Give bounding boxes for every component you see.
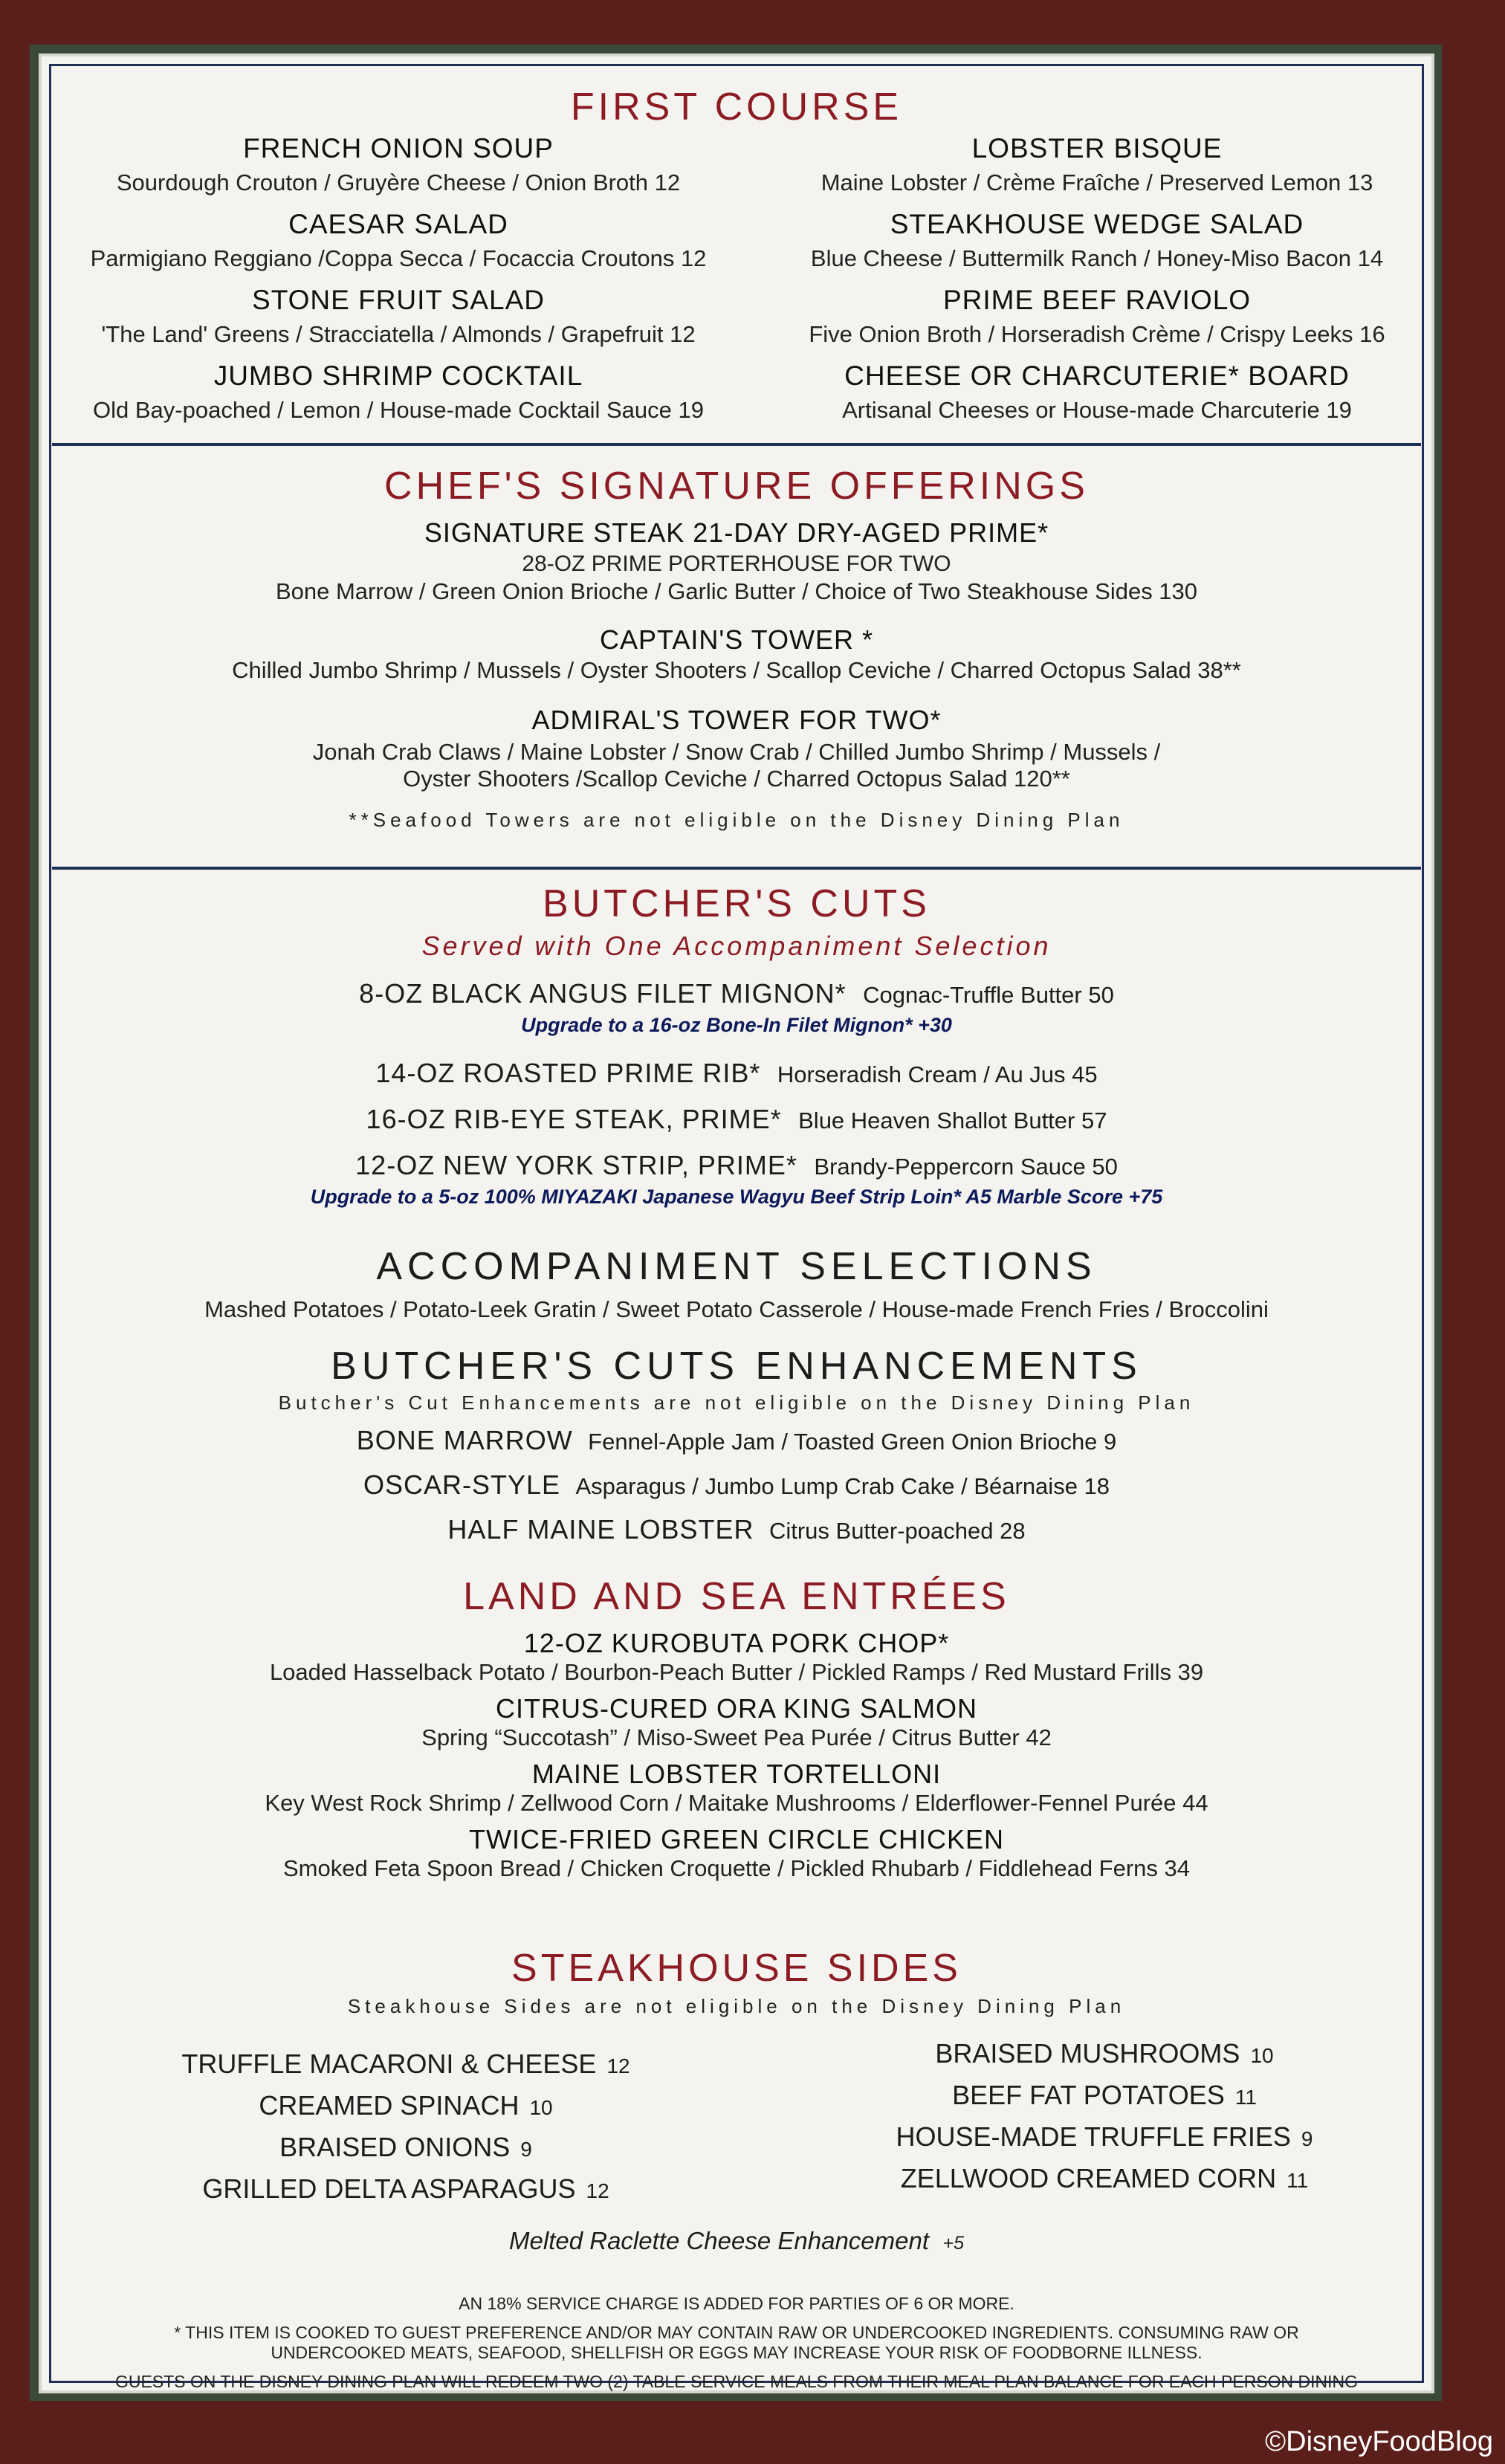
side-item: [785, 2121, 1424, 2163]
butchers-section: [42, 882, 1431, 1209]
sides-section: [42, 1946, 1431, 2018]
sides-left-column: [86, 2049, 725, 2215]
item-name: 12-OZ NEW YORK STRIP, PRIME*: [355, 1150, 797, 1180]
menu-item: [42, 1514, 1431, 1545]
signature-section: [42, 464, 1431, 832]
enhancement-price: +5: [942, 2233, 964, 2254]
menu-item: [42, 978, 1431, 1009]
sides-right-column: [785, 2038, 1424, 2205]
item-desc: Blue Cheese / Buttermilk Ranch / Honey-Miso Bacon 14: [810, 245, 1384, 271]
item-name: TWICE-FRIED GREEN CIRCLE CHICKEN: [468, 1824, 1005, 1855]
enhancement-line: [42, 2227, 1431, 2255]
item-desc: Artisanal Cheeses or House-made Charcuterie 19: [842, 397, 1352, 423]
enhancements-section: [42, 1344, 1431, 1545]
side-item: [785, 2038, 1424, 2080]
menu-item: [42, 1469, 1431, 1501]
item-desc: Maine Lobster / Crème Fraîche / Preserved Lemon 13: [821, 169, 1373, 195]
item-name: 8-OZ BLACK ANGUS FILET MIGNON*: [359, 978, 847, 1009]
upgrade-note: Upgrade to a 16-oz Bone-In Filet Mignon* +30: [521, 1014, 952, 1036]
butchers-title: BUTCHER'S CUTS: [543, 882, 930, 925]
accompaniment-section: [42, 1244, 1431, 1323]
side-name: BEEF FAT POTATOES: [952, 2080, 1225, 2110]
side-item: [86, 2132, 725, 2173]
side-name: HOUSE-MADE TRUFFLE FRIES: [896, 2121, 1291, 2152]
butchers-subtitle: Served with One Accompaniment Selection: [421, 931, 1052, 961]
sides-note: Steakhouse Sides are not eligible on the Disney Dining Plan: [347, 1995, 1126, 2017]
item-desc: Fennel-Apple Jam / Toasted Green Onion Brioche 9: [588, 1429, 1117, 1455]
item-desc: Asparagus / Jumbo Lump Crab Cake / Béarnaise 18: [575, 1473, 1110, 1499]
item-desc: Loaded Hasselback Potato / Bourbon-Peach Butter / Pickled Ramps / Red Mustard Frills 39: [269, 1659, 1204, 1685]
watermark: ©DisneyFoodBlog: [1265, 2426, 1493, 2457]
item-name: LOBSTER BISQUE: [971, 133, 1223, 164]
item-desc: Old Bay-poached / Lemon / House-made Cocktail Sauce 19: [93, 397, 704, 423]
side-name: BRAISED ONIONS: [279, 2132, 511, 2162]
enhancements-title: BUTCHER'S CUTS ENHANCEMENTS: [331, 1345, 1142, 1388]
menu-item: [755, 131, 1439, 207]
side-name: CREAMED SPINACH: [259, 2090, 520, 2121]
side-price: 9: [520, 2138, 532, 2161]
side-price: 12: [586, 2179, 609, 2202]
first-course-left-column: [56, 131, 740, 434]
menu-card: [39, 54, 1434, 2393]
item-desc: 'The Land' Greens / Stracciatella / Almonds / Grapefruit 12: [101, 321, 696, 347]
accompaniment-desc: Mashed Potatoes / Potato-Leek Gratin / Sweet Potato Casserole / House-made French Fries / Broccolini: [204, 1296, 1269, 1322]
raw-food-warning-2: UNDERCOOKED MEATS, SEAFOOD, SHELLFISH OR EGGS MAY INCREASE YOUR RISK OF FOODBORNE ILLNESS.: [271, 2343, 1203, 2362]
item-name: PRIME BEEF RAVIOLO: [942, 285, 1252, 315]
item-desc: Sourdough Crouton / Gruyère Cheese / Onion Broth 12: [116, 169, 681, 195]
side-item: [86, 2173, 725, 2215]
item-name: ADMIRAL'S TOWER FOR TWO*: [531, 705, 942, 735]
sides-title: STEAKHOUSE SIDES: [511, 1947, 962, 1990]
item-name: STEAKHOUSE WEDGE SALAD: [890, 209, 1304, 239]
side-price: 11: [1286, 2169, 1309, 2192]
item-name: FRENCH ONION SOUP: [243, 133, 554, 164]
first-course-title: FIRST COURSE: [570, 85, 903, 129]
menu-item: [56, 358, 740, 434]
first-course-header: [42, 85, 1431, 129]
item-desc: Parmigiano Reggiano /Coppa Secca / Focaccia Croutons 12: [90, 245, 707, 271]
menu-item: [42, 1150, 1431, 1181]
menu-item: [56, 282, 740, 358]
item-desc: Chilled Jumbo Shrimp / Mussels / Oyster Shooters / Scallop Ceviche / Charred Octopus Salad 38**: [232, 657, 1241, 683]
signature-title: CHEF'S SIGNATURE OFFERINGS: [384, 465, 1089, 508]
item-name: HALF MAINE LOBSTER: [447, 1514, 754, 1545]
item-desc: Five Onion Broth / Horseradish Crème / Crispy Leeks 16: [809, 321, 1385, 347]
item-desc: Smoked Feta Spoon Bread / Chicken Croquette / Pickled Rhubarb / Fiddlehead Ferns 34: [282, 1855, 1191, 1881]
side-price: 10: [1250, 2044, 1274, 2067]
item-subtitle: 28-OZ PRIME PORTERHOUSE FOR TWO: [522, 552, 951, 576]
side-name: TRUFFLE MACARONI & CHEESE: [181, 2049, 597, 2079]
enhancements-note: Butcher's Cut Enhancements are not eligible on the Disney Dining Plan: [278, 1391, 1195, 1414]
side-name: BRAISED MUSHROOMS: [935, 2038, 1240, 2069]
item-desc: Brandy-Peppercorn Sauce 50: [814, 1154, 1118, 1180]
item-name: BONE MARROW: [356, 1425, 573, 1455]
side-price: 11: [1234, 2086, 1257, 2109]
side-name: ZELLWOOD CREAMED CORN: [900, 2163, 1277, 2193]
item-desc: Blue Heaven Shallot Butter 57: [798, 1107, 1107, 1134]
menu-item: [755, 282, 1439, 358]
item-name: MAINE LOBSTER TORTELLONI: [531, 1759, 942, 1789]
divider: [52, 867, 1421, 870]
item-desc: Key West Rock Shrimp / Zellwood Corn / Maitake Mushrooms / Elderflower-Fennel Purée 44: [265, 1790, 1208, 1816]
item-name: CHEESE OR CHARCUTERIE* BOARD: [844, 360, 1350, 391]
sides-enhancement: [42, 2227, 1431, 2255]
entrees-section: [42, 1574, 1431, 1882]
raw-food-warning: * THIS ITEM IS COOKED TO GUEST PREFERENCE AND/OR MAY CONTAIN RAW OR UNDERCOOKED INGREDIENTS. CONSUMING RAW OR: [174, 2323, 1299, 2342]
item-name: CITRUS-CURED ORA KING SALMON: [495, 1693, 978, 1724]
entrees-title: LAND AND SEA ENTRÉES: [463, 1575, 1010, 1618]
menu-item: [56, 207, 740, 282]
divider: [52, 443, 1421, 446]
side-item: [785, 2080, 1424, 2121]
footer: [42, 2294, 1431, 2392]
enhancement-name: Melted Raclette Cheese Enhancement: [509, 2227, 930, 2254]
signature-note: **Seafood Towers are not eligible on the Disney Dining Plan: [349, 809, 1124, 831]
item-name: JUMBO SHRIMP COCKTAIL: [213, 360, 583, 391]
side-name: GRILLED DELTA ASPARAGUS: [202, 2173, 576, 2204]
menu-item: [42, 1058, 1431, 1089]
side-item: [785, 2163, 1424, 2205]
item-desc: Citrus Butter-poached 28: [768, 1518, 1026, 1544]
item-name: CAPTAIN'S TOWER *: [600, 624, 873, 655]
item-name: 12-OZ KUROBUTA PORK CHOP*: [523, 1628, 950, 1658]
first-course-right-column: [755, 131, 1439, 434]
menu-item: [42, 1425, 1431, 1456]
side-item: [86, 2049, 725, 2090]
side-price: 10: [529, 2096, 553, 2119]
item-name: OSCAR-STYLE: [363, 1469, 561, 1500]
item-name: 16-OZ RIB-EYE STEAK, PRIME*: [366, 1104, 782, 1134]
item-desc: Spring “Succotash” / Miso-Sweet Pea Purée / Citrus Butter 42: [421, 1724, 1052, 1750]
upgrade-note: Upgrade to a 5-oz 100% MIYAZAKI Japanese Wagyu Beef Strip Loin* A5 Marble Score +75: [310, 1186, 1163, 1208]
side-price: 9: [1301, 2127, 1313, 2150]
item-desc: Horseradish Cream / Au Jus 45: [777, 1061, 1098, 1087]
accompaniment-title: ACCOMPANIMENT SELECTIONS: [376, 1245, 1097, 1288]
dining-plan-note: GUESTS ON THE DISNEY DINING PLAN WILL REDEEM TWO (2) TABLE SERVICE MEALS FROM THEIR MEAL PLAN BALANCE FOR EACH PERSON DINING: [114, 2372, 1359, 2391]
item-desc: Jonah Crab Claws / Maine Lobster / Snow Crab / Chilled Jumbo Shrimp / Mussels /: [312, 739, 1161, 765]
item-name: CAESAR SALAD: [288, 209, 508, 239]
side-item: [86, 2090, 725, 2132]
item-name: 14-OZ ROASTED PRIME RIB*: [375, 1058, 761, 1088]
item-desc: Cognac-Truffle Butter 50: [863, 982, 1114, 1008]
menu-item: [755, 207, 1439, 282]
menu-item: [42, 1104, 1431, 1135]
item-desc: Bone Marrow / Green Onion Brioche / Garlic Butter / Choice of Two Steakhouse Sides 130: [275, 578, 1198, 604]
item-name: STONE FRUIT SALAD: [252, 285, 545, 315]
side-price: 12: [606, 2054, 630, 2077]
menu-item: [755, 358, 1439, 434]
service-charge-note: AN 18% SERVICE CHARGE IS ADDED FOR PARTIES OF 6 OR MORE.: [459, 2294, 1014, 2313]
item-desc: Oyster Shooters /Scallop Ceviche / Charred Octopus Salad 120**: [403, 766, 1070, 792]
item-name: SIGNATURE STEAK 21-DAY DRY-AGED PRIME*: [424, 517, 1049, 548]
menu-item: [56, 131, 740, 207]
